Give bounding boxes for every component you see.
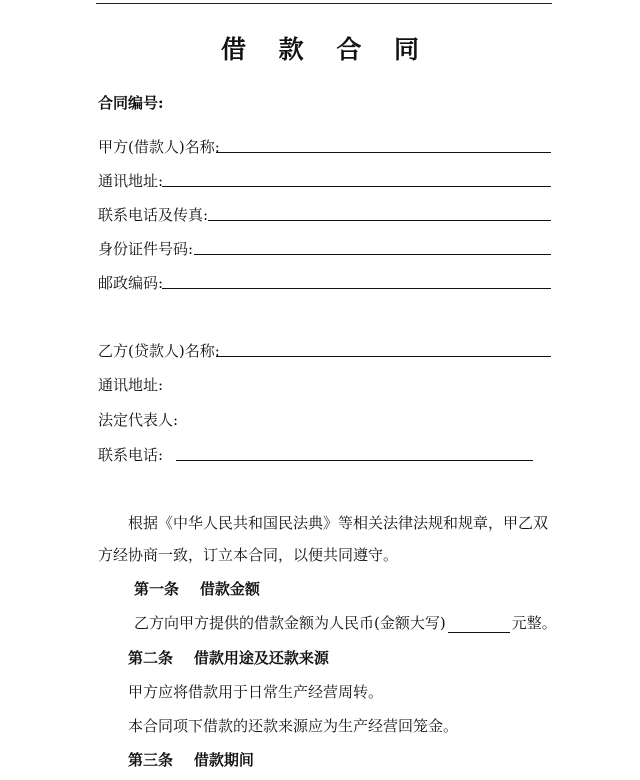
party-a-postal-code-blank [162, 288, 551, 289]
article-2-line-1: 甲方应将借款用于日常生产经营周转。 [128, 683, 384, 701]
contract-number-label: 合同编号: [98, 94, 164, 112]
amount-blank [448, 616, 510, 633]
article-1-text-before: 乙方向甲方提供的借款金额为人民币(金额大写) [134, 614, 446, 632]
article-1-text-after: 元整。 [511, 614, 557, 632]
article-2-heading: 第二条 借款用途及还款来源 [128, 649, 329, 667]
party-a-name-blank [216, 152, 551, 153]
article-1-heading: 第一条 借款金额 [134, 580, 260, 598]
party-a-postal-code-label: 邮政编码: [98, 274, 164, 292]
article-3-heading: 第三条 借款期间 [128, 751, 254, 769]
party-a-address-blank [162, 186, 551, 187]
party-b-phone-blank [176, 460, 533, 461]
article-1-text [134, 613, 557, 633]
party-a-address-label: 通讯地址: [98, 172, 164, 190]
party-b-legal-rep-label: 法定代表人: [98, 411, 179, 429]
preamble-line-1: 根据《中华人民共和国民法典》等相关法律法规和规章，甲乙双 [128, 514, 549, 532]
party-a-phone-fax-blank [208, 220, 551, 221]
party-b-address-label: 通讯地址: [98, 376, 164, 394]
party-a-name-label: 甲方(借款人)名称: [98, 138, 220, 156]
top-rule [96, 3, 552, 4]
article-2-line-2: 本合同项下借款的还款来源应为生产经营回笼金。 [128, 717, 459, 735]
party-a-id-number-blank [194, 254, 551, 255]
party-a-id-number-label: 身份证件号码: [98, 240, 194, 258]
party-b-phone-label: 联系电话: [98, 446, 164, 464]
party-b-name-blank [216, 356, 551, 357]
party-b-name-label: 乙方(贷款人)名称: [98, 342, 220, 360]
document-title: 借 款 合 同 [220, 35, 432, 64]
preamble-line-2: 方经协商一致，订立本合同，以便共同遵守。 [98, 546, 399, 564]
party-a-phone-fax-label: 联系电话及传真: [98, 206, 209, 224]
